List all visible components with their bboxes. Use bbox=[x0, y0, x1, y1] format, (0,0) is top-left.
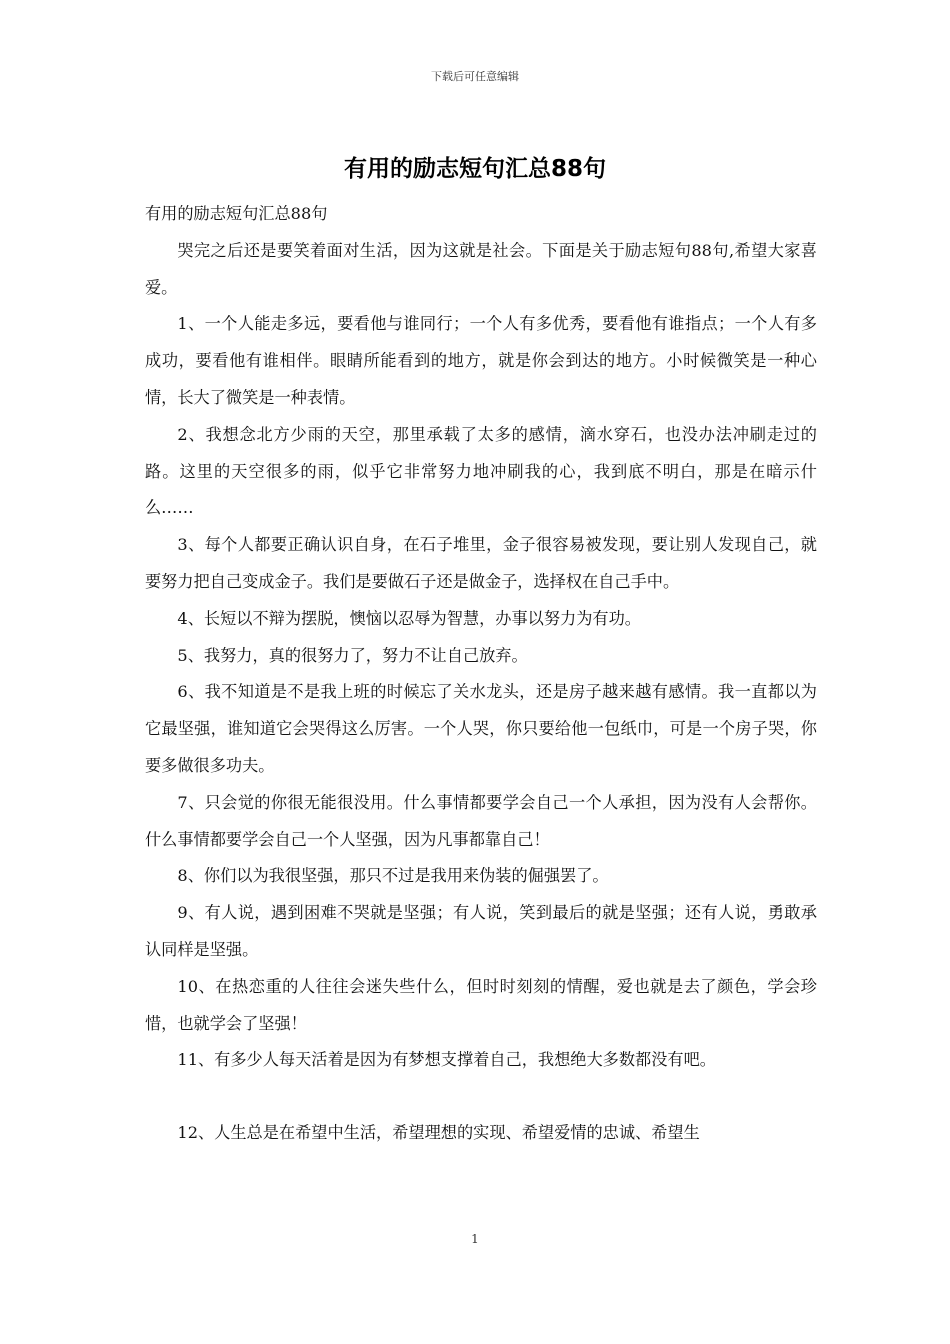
list-item-5: 5、我努力，真的很努力了，努力不让自己放弃。 bbox=[177, 645, 528, 665]
page-header: 下载后可任意编辑 bbox=[431, 70, 519, 83]
page-number: 1 bbox=[471, 1232, 479, 1246]
list-item-4: 4、长短以不辩为摆脱，懊恼以忍辱为智慧，办事以努力为有功。 bbox=[177, 608, 641, 628]
list-item-12: 12、人生总是在希望中生活，希望理想的实现、希望爱情的忠诚、希望生 bbox=[177, 1123, 700, 1143]
list-item-1: 1、一个人能走多远，要看他与谁同行；一个人有多优秀，要看他有谁指点；一个人有多成功，要看他有谁相伴。眼睛所能看到的地方，就是你会到达的地方。小时候微笑是一种心情，长大了微笑是一种表情。 bbox=[145, 314, 817, 407]
list-item-9: 9、有人说，遇到困难不哭就是坚强；有人说，笑到最后的就是坚强；还有人说，勇敢承认同样是坚强。 bbox=[145, 903, 817, 959]
intro-paragraph: 哭完之后还是要笑着面对生活，因为这就是社会。下面是关于励志短句88句,希望大家喜爱。 bbox=[145, 240, 817, 297]
list-item-11: 11、有多少人每天活着是因为有梦想支撑着自己，我想绝大多数都没有吧。 bbox=[177, 1050, 716, 1070]
list-item-8: 8、你们以为我很坚强，那只不过是我用来伪装的倔强罢了。 bbox=[177, 866, 609, 886]
list-item-10: 10、在热恋重的人往往会迷失些什么，但时时刻刻的情醒，爱也就是去了颜色，学会珍惜，也就学会了坚强！ bbox=[145, 976, 817, 1033]
list-item-3: 3、每个人都要正确认识自身，在石子堆里，金子很容易被发现，要让别人发现自己，就要努力把自己变成金子。我们是要做石子还是做金子，选择权在自己手中。 bbox=[145, 535, 817, 591]
document-title: 有用的励志短句汇总88句 bbox=[343, 156, 606, 182]
document-body bbox=[145, 196, 817, 1152]
list-item-2: 2、我想念北方少雨的天空，那里承载了太多的感情，滴水穿石，也没办法冲刷走过的路。这里的天空很多的雨，似乎它非常努力地冲刷我的心，我到底不明白，那是在暗示什么…… bbox=[145, 424, 817, 518]
list-item-6: 6、我不知道是不是我上班的时候忘了关水龙头，还是房子越来越有感情。我一直都以为它最坚强，谁知道它会哭得这么厉害。一个人哭，你只要给他一包纸巾，可是一个房子哭，你要多做很多功夫。 bbox=[145, 682, 817, 775]
document-subtitle: 有用的励志短句汇总88句 bbox=[145, 204, 328, 223]
list-item-7: 7、只会觉的你很无能很没用。什么事情都要学会自己一个人承担，因为没有人会帮你。什么事情都要学会自己一个人坚强，因为凡事都靠自己！ bbox=[145, 792, 817, 849]
